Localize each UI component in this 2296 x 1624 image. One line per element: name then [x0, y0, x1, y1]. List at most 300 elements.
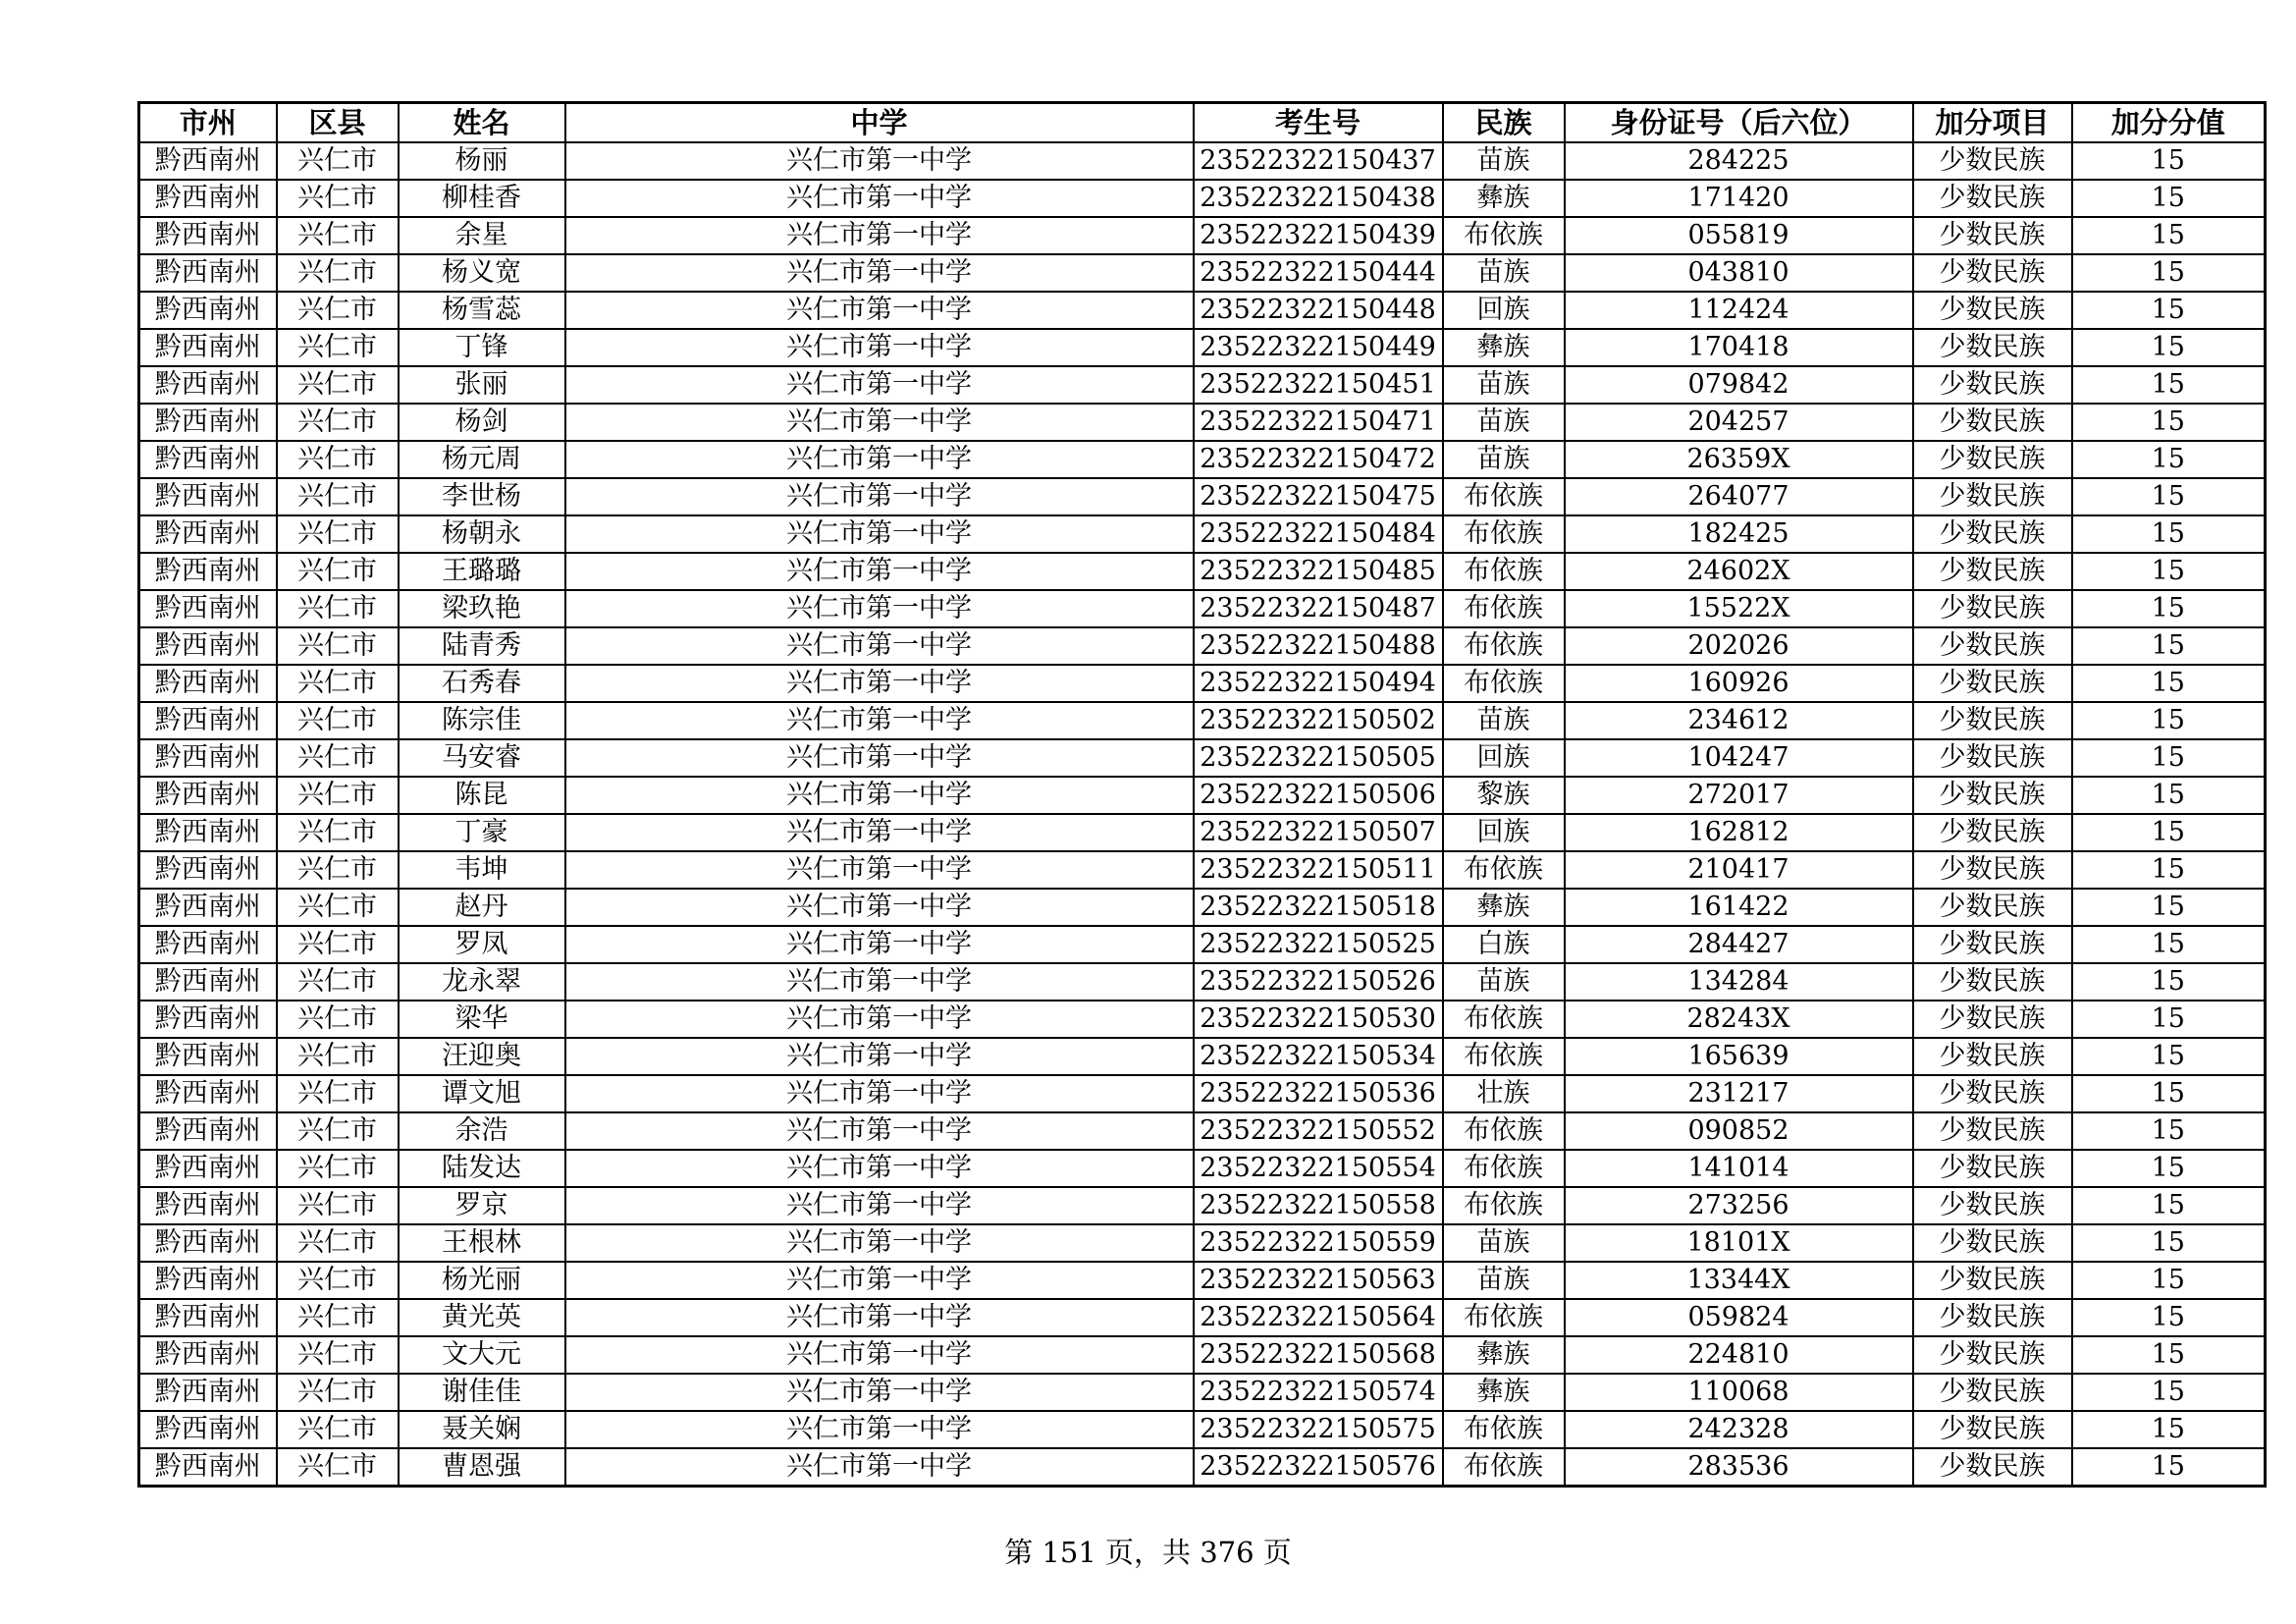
cell-city: 黔西南州	[139, 329, 277, 366]
cell-ethnicity: 苗族	[1443, 254, 1565, 292]
cell-school: 兴仁市第一中学	[565, 1150, 1194, 1187]
cell-bonus-item: 少数民族	[1913, 1448, 2072, 1487]
table-row	[139, 1075, 2266, 1112]
header-exam-number: 考生号	[1194, 103, 1443, 143]
cell-bonus-item: 少数民族	[1913, 1150, 2072, 1187]
table-row	[139, 1112, 2266, 1150]
cell-school: 兴仁市第一中学	[565, 217, 1194, 254]
cell-city: 黔西南州	[139, 142, 277, 180]
cell-school: 兴仁市第一中学	[565, 590, 1194, 627]
cell-bonus-points: 15	[2072, 1187, 2266, 1224]
cell-city: 黔西南州	[139, 366, 277, 404]
cell-exam-number: 23522322150506	[1194, 777, 1443, 814]
table-row	[139, 292, 2266, 329]
cell-city: 黔西南州	[139, 1299, 277, 1336]
cell-school: 兴仁市第一中学	[565, 1299, 1194, 1336]
cell-name: 龙永翠	[399, 963, 565, 1001]
cell-exam-number: 23522322150475	[1194, 478, 1443, 515]
cell-ethnicity: 回族	[1443, 739, 1565, 777]
table-row	[139, 1187, 2266, 1224]
cell-ethnicity: 布依族	[1443, 1411, 1565, 1448]
cell-bonus-item: 少数民族	[1913, 478, 2072, 515]
cell-name: 王璐璐	[399, 553, 565, 590]
cell-bonus-item: 少数民族	[1913, 1038, 2072, 1075]
cell-exam-number: 23522322150494	[1194, 665, 1443, 702]
bonus-points-table	[137, 101, 2267, 1488]
cell-county: 兴仁市	[277, 889, 399, 926]
cell-city: 黔西南州	[139, 1411, 277, 1448]
cell-exam-number: 23522322150449	[1194, 329, 1443, 366]
cell-ethnicity: 回族	[1443, 814, 1565, 851]
cell-school: 兴仁市第一中学	[565, 1187, 1194, 1224]
table-row	[139, 441, 2266, 478]
cell-exam-number: 23522322150439	[1194, 217, 1443, 254]
table-header-row	[139, 103, 2266, 143]
cell-school: 兴仁市第一中学	[565, 180, 1194, 217]
cell-name: 陈宗佳	[399, 702, 565, 739]
cell-id-last-six: 059824	[1565, 1299, 1913, 1336]
cell-bonus-points: 15	[2072, 665, 2266, 702]
table-row	[139, 1150, 2266, 1187]
cell-school: 兴仁市第一中学	[565, 627, 1194, 665]
cell-city: 黔西南州	[139, 963, 277, 1001]
cell-ethnicity: 苗族	[1443, 1224, 1565, 1262]
cell-id-last-six: 18101X	[1565, 1224, 1913, 1262]
cell-bonus-points: 15	[2072, 142, 2266, 180]
cell-exam-number: 23522322150485	[1194, 553, 1443, 590]
cell-bonus-item: 少数民族	[1913, 329, 2072, 366]
cell-ethnicity: 布依族	[1443, 1150, 1565, 1187]
cell-exam-number: 23522322150437	[1194, 142, 1443, 180]
cell-ethnicity: 彝族	[1443, 329, 1565, 366]
cell-ethnicity: 苗族	[1443, 1262, 1565, 1299]
cell-bonus-points: 15	[2072, 1038, 2266, 1075]
cell-ethnicity: 苗族	[1443, 702, 1565, 739]
cell-bonus-points: 15	[2072, 1001, 2266, 1038]
cell-ethnicity: 苗族	[1443, 142, 1565, 180]
cell-bonus-item: 少数民族	[1913, 1262, 2072, 1299]
cell-exam-number: 23522322150534	[1194, 1038, 1443, 1075]
cell-id-last-six: 182425	[1565, 515, 1913, 553]
cell-county: 兴仁市	[277, 1075, 399, 1112]
cell-exam-number: 23522322150564	[1194, 1299, 1443, 1336]
cell-exam-number: 23522322150526	[1194, 963, 1443, 1001]
cell-ethnicity: 布依族	[1443, 553, 1565, 590]
table-row	[139, 553, 2266, 590]
cell-bonus-item: 少数民族	[1913, 1374, 2072, 1411]
table-row	[139, 404, 2266, 441]
cell-city: 黔西南州	[139, 739, 277, 777]
cell-county: 兴仁市	[277, 739, 399, 777]
table-row	[139, 254, 2266, 292]
page-number: 第 151 页，共 376 页	[1004, 1536, 1292, 1569]
cell-bonus-item: 少数民族	[1913, 963, 2072, 1001]
cell-bonus-item: 少数民族	[1913, 1411, 2072, 1448]
cell-city: 黔西南州	[139, 889, 277, 926]
cell-bonus-item: 少数民族	[1913, 553, 2072, 590]
cell-id-last-six: 272017	[1565, 777, 1913, 814]
cell-id-last-six: 264077	[1565, 478, 1913, 515]
cell-ethnicity: 彝族	[1443, 889, 1565, 926]
table-row	[139, 963, 2266, 1001]
cell-id-last-six: 283536	[1565, 1448, 1913, 1487]
cell-id-last-six: 055819	[1565, 217, 1913, 254]
cell-bonus-points: 15	[2072, 217, 2266, 254]
cell-ethnicity: 彝族	[1443, 1374, 1565, 1411]
cell-city: 黔西南州	[139, 441, 277, 478]
cell-city: 黔西南州	[139, 292, 277, 329]
table-row	[139, 478, 2266, 515]
cell-bonus-points: 15	[2072, 292, 2266, 329]
cell-exam-number: 23522322150511	[1194, 851, 1443, 889]
header-bonus-item: 加分项目	[1913, 103, 2072, 143]
table-row	[139, 1262, 2266, 1299]
cell-ethnicity: 布依族	[1443, 1038, 1565, 1075]
cell-county: 兴仁市	[277, 1448, 399, 1487]
table-row	[139, 1336, 2266, 1374]
cell-ethnicity: 苗族	[1443, 366, 1565, 404]
cell-bonus-points: 15	[2072, 1411, 2266, 1448]
cell-name: 罗京	[399, 1187, 565, 1224]
table-row	[139, 180, 2266, 217]
cell-name: 余星	[399, 217, 565, 254]
cell-ethnicity: 苗族	[1443, 963, 1565, 1001]
cell-county: 兴仁市	[277, 665, 399, 702]
cell-county: 兴仁市	[277, 217, 399, 254]
cell-bonus-points: 15	[2072, 702, 2266, 739]
cell-bonus-points: 15	[2072, 963, 2266, 1001]
cell-ethnicity: 白族	[1443, 926, 1565, 963]
cell-city: 黔西南州	[139, 553, 277, 590]
cell-city: 黔西南州	[139, 404, 277, 441]
table-row	[139, 217, 2266, 254]
cell-county: 兴仁市	[277, 777, 399, 814]
cell-county: 兴仁市	[277, 1336, 399, 1374]
cell-county: 兴仁市	[277, 441, 399, 478]
cell-bonus-item: 少数民族	[1913, 590, 2072, 627]
cell-bonus-item: 少数民族	[1913, 366, 2072, 404]
cell-city: 黔西南州	[139, 1001, 277, 1038]
table-row	[139, 1224, 2266, 1262]
cell-name: 黄光英	[399, 1299, 565, 1336]
header-id-last-six: 身份证号（后六位）	[1565, 103, 1913, 143]
cell-exam-number: 23522322150518	[1194, 889, 1443, 926]
cell-exam-number: 23522322150558	[1194, 1187, 1443, 1224]
cell-bonus-item: 少数民族	[1913, 292, 2072, 329]
cell-bonus-item: 少数民族	[1913, 1075, 2072, 1112]
cell-name: 石秀春	[399, 665, 565, 702]
cell-exam-number: 23522322150530	[1194, 1001, 1443, 1038]
cell-exam-number: 23522322150559	[1194, 1224, 1443, 1262]
header-city: 市州	[139, 103, 277, 143]
cell-id-last-six: 28243X	[1565, 1001, 1913, 1038]
cell-name: 丁豪	[399, 814, 565, 851]
cell-city: 黔西南州	[139, 627, 277, 665]
cell-bonus-item: 少数民族	[1913, 926, 2072, 963]
cell-county: 兴仁市	[277, 1299, 399, 1336]
cell-name: 陈昆	[399, 777, 565, 814]
cell-school: 兴仁市第一中学	[565, 1224, 1194, 1262]
cell-exam-number: 23522322150451	[1194, 366, 1443, 404]
cell-exam-number: 23522322150568	[1194, 1336, 1443, 1374]
cell-city: 黔西南州	[139, 1075, 277, 1112]
table-body	[139, 142, 2266, 1487]
cell-name: 李世杨	[399, 478, 565, 515]
cell-exam-number: 23522322150438	[1194, 180, 1443, 217]
header-school: 中学	[565, 103, 1194, 143]
cell-county: 兴仁市	[277, 1150, 399, 1187]
cell-ethnicity: 布依族	[1443, 478, 1565, 515]
cell-name: 罗凤	[399, 926, 565, 963]
cell-county: 兴仁市	[277, 1001, 399, 1038]
cell-county: 兴仁市	[277, 254, 399, 292]
cell-name: 韦坤	[399, 851, 565, 889]
cell-county: 兴仁市	[277, 1411, 399, 1448]
cell-id-last-six: 141014	[1565, 1150, 1913, 1187]
cell-exam-number: 23522322150488	[1194, 627, 1443, 665]
cell-bonus-points: 15	[2072, 478, 2266, 515]
cell-name: 杨剑	[399, 404, 565, 441]
cell-bonus-points: 15	[2072, 851, 2266, 889]
cell-name: 杨丽	[399, 142, 565, 180]
cell-ethnicity: 黎族	[1443, 777, 1565, 814]
cell-ethnicity: 布依族	[1443, 665, 1565, 702]
cell-name: 曹恩强	[399, 1448, 565, 1487]
cell-city: 黔西南州	[139, 1336, 277, 1374]
cell-county: 兴仁市	[277, 329, 399, 366]
cell-county: 兴仁市	[277, 926, 399, 963]
cell-bonus-item: 少数民族	[1913, 254, 2072, 292]
cell-school: 兴仁市第一中学	[565, 1001, 1194, 1038]
cell-bonus-points: 15	[2072, 1299, 2266, 1336]
cell-name: 余浩	[399, 1112, 565, 1150]
cell-city: 黔西南州	[139, 1448, 277, 1487]
cell-bonus-item: 少数民族	[1913, 180, 2072, 217]
cell-exam-number: 23522322150525	[1194, 926, 1443, 963]
cell-city: 黔西南州	[139, 1038, 277, 1075]
table-row	[139, 814, 2266, 851]
cell-id-last-six: 231217	[1565, 1075, 1913, 1112]
cell-id-last-six: 090852	[1565, 1112, 1913, 1150]
header-county: 区县	[277, 103, 399, 143]
cell-city: 黔西南州	[139, 515, 277, 553]
cell-city: 黔西南州	[139, 254, 277, 292]
cell-county: 兴仁市	[277, 1262, 399, 1299]
cell-county: 兴仁市	[277, 142, 399, 180]
cell-name: 陆发达	[399, 1150, 565, 1187]
cell-id-last-six: 284225	[1565, 142, 1913, 180]
cell-school: 兴仁市第一中学	[565, 404, 1194, 441]
cell-city: 黔西南州	[139, 1262, 277, 1299]
cell-school: 兴仁市第一中学	[565, 441, 1194, 478]
cell-exam-number: 23522322150502	[1194, 702, 1443, 739]
cell-name: 文大元	[399, 1336, 565, 1374]
cell-bonus-points: 15	[2072, 404, 2266, 441]
cell-bonus-points: 15	[2072, 1224, 2266, 1262]
cell-exam-number: 23522322150552	[1194, 1112, 1443, 1150]
table-row	[139, 665, 2266, 702]
cell-county: 兴仁市	[277, 1038, 399, 1075]
cell-id-last-six: 13344X	[1565, 1262, 1913, 1299]
cell-name: 丁锋	[399, 329, 565, 366]
cell-bonus-item: 少数民族	[1913, 739, 2072, 777]
cell-exam-number: 23522322150576	[1194, 1448, 1443, 1487]
cell-school: 兴仁市第一中学	[565, 292, 1194, 329]
cell-id-last-six: 204257	[1565, 404, 1913, 441]
table-row	[139, 702, 2266, 739]
cell-bonus-item: 少数民族	[1913, 627, 2072, 665]
cell-school: 兴仁市第一中学	[565, 739, 1194, 777]
table-row	[139, 329, 2266, 366]
table-row	[139, 142, 2266, 180]
cell-county: 兴仁市	[277, 1374, 399, 1411]
cell-id-last-six: 160926	[1565, 665, 1913, 702]
cell-name: 马安睿	[399, 739, 565, 777]
cell-ethnicity: 布依族	[1443, 1001, 1565, 1038]
cell-city: 黔西南州	[139, 217, 277, 254]
cell-id-last-six: 273256	[1565, 1187, 1913, 1224]
table-row	[139, 515, 2266, 553]
cell-county: 兴仁市	[277, 702, 399, 739]
cell-ethnicity: 布依族	[1443, 851, 1565, 889]
cell-name: 杨元周	[399, 441, 565, 478]
cell-school: 兴仁市第一中学	[565, 851, 1194, 889]
cell-id-last-six: 110068	[1565, 1374, 1913, 1411]
cell-name: 谭文旭	[399, 1075, 565, 1112]
cell-county: 兴仁市	[277, 404, 399, 441]
cell-exam-number: 23522322150448	[1194, 292, 1443, 329]
cell-bonus-points: 15	[2072, 254, 2266, 292]
cell-exam-number: 23522322150484	[1194, 515, 1443, 553]
cell-ethnicity: 布依族	[1443, 590, 1565, 627]
table-row	[139, 1411, 2266, 1448]
cell-city: 黔西南州	[139, 1187, 277, 1224]
cell-ethnicity: 布依族	[1443, 1112, 1565, 1150]
cell-bonus-points: 15	[2072, 553, 2266, 590]
cell-bonus-item: 少数民族	[1913, 1001, 2072, 1038]
cell-bonus-points: 15	[2072, 590, 2266, 627]
cell-bonus-points: 15	[2072, 1336, 2266, 1374]
table-row	[139, 1374, 2266, 1411]
cell-id-last-six: 171420	[1565, 180, 1913, 217]
cell-school: 兴仁市第一中学	[565, 665, 1194, 702]
cell-ethnicity: 布依族	[1443, 627, 1565, 665]
cell-school: 兴仁市第一中学	[565, 1336, 1194, 1374]
cell-name: 王根林	[399, 1224, 565, 1262]
cell-id-last-six: 202026	[1565, 627, 1913, 665]
cell-bonus-points: 15	[2072, 366, 2266, 404]
cell-school: 兴仁市第一中学	[565, 777, 1194, 814]
cell-school: 兴仁市第一中学	[565, 1038, 1194, 1075]
cell-exam-number: 23522322150575	[1194, 1411, 1443, 1448]
cell-city: 黔西南州	[139, 665, 277, 702]
cell-exam-number: 23522322150574	[1194, 1374, 1443, 1411]
cell-city: 黔西南州	[139, 926, 277, 963]
cell-bonus-item: 少数民族	[1913, 851, 2072, 889]
cell-bonus-points: 15	[2072, 627, 2266, 665]
cell-bonus-item: 少数民族	[1913, 1336, 2072, 1374]
cell-bonus-item: 少数民族	[1913, 404, 2072, 441]
table-row	[139, 627, 2266, 665]
cell-bonus-item: 少数民族	[1913, 665, 2072, 702]
table-row	[139, 1038, 2266, 1075]
cell-bonus-points: 15	[2072, 777, 2266, 814]
cell-id-last-six: 079842	[1565, 366, 1913, 404]
cell-school: 兴仁市第一中学	[565, 1411, 1194, 1448]
cell-school: 兴仁市第一中学	[565, 926, 1194, 963]
cell-bonus-points: 15	[2072, 889, 2266, 926]
table-row	[139, 889, 2266, 926]
cell-name: 汪迎奥	[399, 1038, 565, 1075]
cell-city: 黔西南州	[139, 777, 277, 814]
table-row	[139, 366, 2266, 404]
cell-school: 兴仁市第一中学	[565, 478, 1194, 515]
header-ethnicity: 民族	[1443, 103, 1565, 143]
cell-county: 兴仁市	[277, 292, 399, 329]
cell-city: 黔西南州	[139, 1224, 277, 1262]
cell-ethnicity: 布依族	[1443, 217, 1565, 254]
cell-bonus-points: 15	[2072, 329, 2266, 366]
cell-city: 黔西南州	[139, 180, 277, 217]
cell-exam-number: 23522322150472	[1194, 441, 1443, 478]
cell-city: 黔西南州	[139, 851, 277, 889]
cell-ethnicity: 布依族	[1443, 515, 1565, 553]
cell-name: 梁华	[399, 1001, 565, 1038]
cell-id-last-six: 210417	[1565, 851, 1913, 889]
cell-id-last-six: 134284	[1565, 963, 1913, 1001]
cell-id-last-six: 15522X	[1565, 590, 1913, 627]
cell-ethnicity: 苗族	[1443, 404, 1565, 441]
cell-city: 黔西南州	[139, 1150, 277, 1187]
cell-bonus-points: 15	[2072, 739, 2266, 777]
cell-ethnicity: 回族	[1443, 292, 1565, 329]
table-row	[139, 1001, 2266, 1038]
cell-id-last-six: 043810	[1565, 254, 1913, 292]
cell-school: 兴仁市第一中学	[565, 1374, 1194, 1411]
cell-ethnicity: 彝族	[1443, 180, 1565, 217]
cell-exam-number: 23522322150554	[1194, 1150, 1443, 1187]
cell-name: 张丽	[399, 366, 565, 404]
cell-bonus-points: 15	[2072, 441, 2266, 478]
cell-bonus-points: 15	[2072, 1448, 2266, 1487]
cell-name: 聂关娴	[399, 1411, 565, 1448]
header-name: 姓名	[399, 103, 565, 143]
cell-bonus-item: 少数民族	[1913, 1299, 2072, 1336]
cell-exam-number: 23522322150507	[1194, 814, 1443, 851]
cell-exam-number: 23522322150471	[1194, 404, 1443, 441]
cell-ethnicity: 彝族	[1443, 1336, 1565, 1374]
cell-id-last-six: 170418	[1565, 329, 1913, 366]
cell-school: 兴仁市第一中学	[565, 1448, 1194, 1487]
cell-bonus-points: 15	[2072, 180, 2266, 217]
cell-city: 黔西南州	[139, 478, 277, 515]
cell-id-last-six: 165639	[1565, 1038, 1913, 1075]
cell-county: 兴仁市	[277, 627, 399, 665]
cell-bonus-points: 15	[2072, 926, 2266, 963]
cell-school: 兴仁市第一中学	[565, 1262, 1194, 1299]
cell-county: 兴仁市	[277, 851, 399, 889]
cell-school: 兴仁市第一中学	[565, 702, 1194, 739]
cell-county: 兴仁市	[277, 590, 399, 627]
cell-city: 黔西南州	[139, 590, 277, 627]
cell-bonus-points: 15	[2072, 1112, 2266, 1150]
cell-county: 兴仁市	[277, 1112, 399, 1150]
cell-school: 兴仁市第一中学	[565, 963, 1194, 1001]
cell-bonus-item: 少数民族	[1913, 1187, 2072, 1224]
cell-bonus-points: 15	[2072, 1075, 2266, 1112]
cell-school: 兴仁市第一中学	[565, 889, 1194, 926]
cell-school: 兴仁市第一中学	[565, 329, 1194, 366]
